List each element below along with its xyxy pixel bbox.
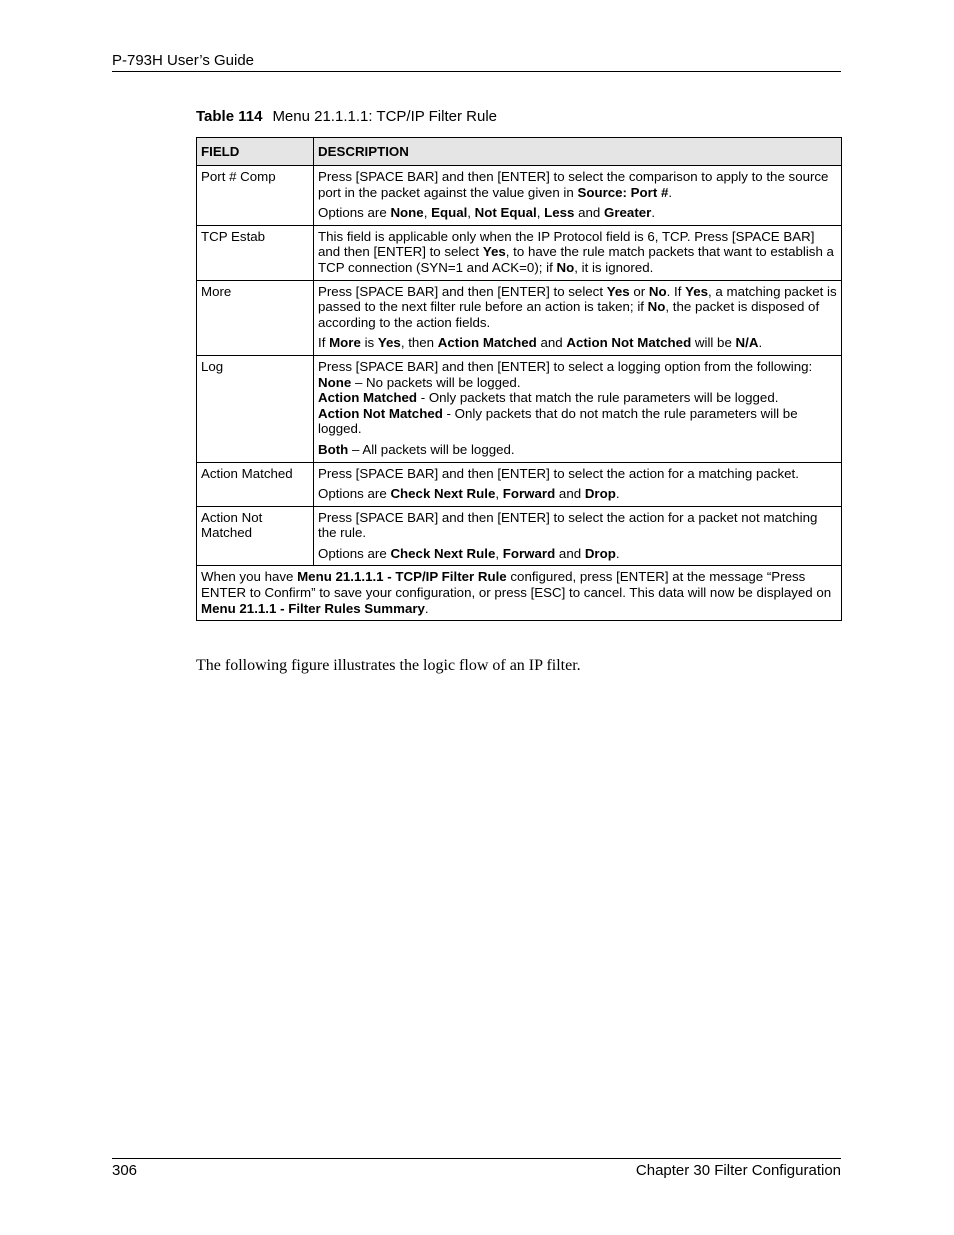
page-header [112,52,841,72]
text-run: Press [SPACE BAR] and then [ENTER] to select the action for a matching packet. [318,465,799,481]
text-run: , [423,205,432,221]
field-cell: Action Not Matched [197,506,314,566]
bold-term: Yes [482,244,506,260]
bold-term: Menu 21.1.1 - Filter Rules Summary [201,600,425,616]
chapter-title: Chapter 30 Filter Configuration [635,1162,841,1179]
text-run: . [615,486,620,502]
page-footer [112,1158,841,1179]
text-run: , it is ignored. [574,259,654,275]
text-run: Options are [318,205,391,221]
text-run: , the packet is disposed of according to the action fields. [318,299,820,330]
bold-term: Greater [604,205,652,221]
page-number: 306 [112,1162,138,1179]
description-paragraph [318,205,837,221]
table-title: Menu 21.1.1.1: TCP/IP Filter Rule [272,108,497,125]
text-run: and [536,335,567,351]
bold-term: Yes [606,283,630,299]
bold-term: Drop [584,486,616,502]
bold-term: None [390,205,424,221]
text-run: and [555,545,585,561]
bold-term: Forward [502,545,556,561]
text-run: If [318,335,330,351]
table-note [197,566,842,621]
text-run: . [758,335,763,351]
text-run: , a matching packet is passed to the next filter rule before an action is taken; if [318,283,837,315]
text-run: When you have [201,569,298,585]
bold-term: Equal [431,205,468,221]
text-run: configured, press [ENTER] at the message “Press ENTER to Confirm” to save your configuration, or press [ESC] to cancel. This data will now be displayed on [201,569,832,601]
description-paragraph [318,229,837,276]
text-run: - Only packets that do not match the rule parameters will be logged. [318,405,798,437]
header-description: DESCRIPTION [314,138,842,166]
text-run: , [467,205,475,221]
text-run: . [668,184,673,200]
table-row [197,225,842,280]
table-row [197,355,842,462]
bold-term: No [648,283,667,299]
text-run: Press [SPACE BAR] and then [ENTER] to select [318,283,607,299]
bold-term: Both [318,441,349,457]
bold-term: Action Not Matched [318,405,443,421]
text-run: will be [691,335,736,351]
description-paragraph [318,335,837,351]
description-cell [314,225,842,280]
table-row [197,280,842,355]
bold-term: Source: Port # [577,184,669,200]
description-cell [314,462,842,506]
text-run: , [536,205,545,221]
description-cell [314,355,842,462]
text-run: – No packets will be logged. [351,374,521,390]
text-run: Options are [318,545,391,561]
body-paragraph: The following figure illustrates the logic flow of an IP filter. [196,657,581,674]
bold-term: Forward [502,486,556,502]
text-run: . [424,600,429,616]
text-run: , then [400,335,438,351]
bold-term: No [647,299,666,315]
filter-rule-table [196,137,842,621]
field-cell: Port # Comp [197,166,314,226]
bold-term: Menu 21.1.1.1 - TCP/IP Filter Rule [297,569,507,585]
description-cell [314,280,842,355]
text-run: Press [SPACE BAR] and then [ENTER] to select a logging option from the following: [318,358,813,374]
table-row [197,166,842,226]
table-row [197,462,842,506]
text-run: , to have the rule match packets that want to establish a TCP connection (SYN=1 and ACK=0); if [318,244,834,275]
header-field: FIELD [197,138,314,166]
description-paragraph [318,442,837,458]
description-cell [314,166,842,226]
description-paragraph [318,510,837,541]
text-run: , [495,545,503,561]
text-run: – All packets will be logged. [348,441,515,457]
text-run: This field is applicable only when the IP Protocol field is 6, TCP. Press [SPACE BAR] and then [ENTER] to select [318,228,815,260]
text-run: Options are [318,486,391,502]
text-run: and [555,486,585,502]
bold-term: Action Matched [437,335,537,351]
bold-term: Check Next Rule [390,486,496,502]
text-run: Press [SPACE BAR] and then [ENTER] to select the action for a packet not matching the rule. [318,509,818,541]
table-body [197,166,842,621]
description-paragraph [318,359,837,437]
description-paragraph [318,284,837,331]
description-paragraph [318,466,837,482]
text-run: is [360,335,378,351]
description-paragraph [318,486,837,502]
bold-term: Yes [685,283,709,299]
text-run: , [495,486,503,502]
table-header-row [197,138,842,166]
text-run: . If [666,283,686,299]
bold-term: Action Not Matched [566,335,692,351]
bold-term: N/A [735,335,759,351]
field-cell: Log [197,355,314,462]
table-row [197,506,842,566]
field-cell: More [197,280,314,355]
field-cell: TCP Estab [197,225,314,280]
description-cell [314,506,842,566]
table-number: Table 114 [196,108,263,125]
text-run: Press [SPACE BAR] and then [ENTER] to select the comparison to apply to the source port in the packet against the value given in [318,169,829,200]
bold-term: Check Next Rule [390,545,496,561]
description-paragraph [318,546,837,562]
bold-term: Yes [377,335,401,351]
bold-term: Less [544,205,575,221]
text-run: - Only packets that match the rule parameters will be logged. [417,390,779,406]
description-paragraph [318,169,837,200]
field-cell: Action Matched [197,462,314,506]
bold-term: Drop [584,545,616,561]
text-run: . [651,205,656,221]
bold-term: None [318,374,352,390]
text-run: . [615,545,620,561]
text-run: and [574,205,605,221]
guide-title: P-793H User’s Guide [112,52,255,69]
bold-term: No [556,259,575,275]
bold-term: Not Equal [474,205,537,221]
bold-term: Action Matched [318,390,417,406]
table-note-row [197,566,842,621]
table-caption [196,108,497,125]
bold-term: More [329,335,361,351]
text-run: or [629,283,649,299]
